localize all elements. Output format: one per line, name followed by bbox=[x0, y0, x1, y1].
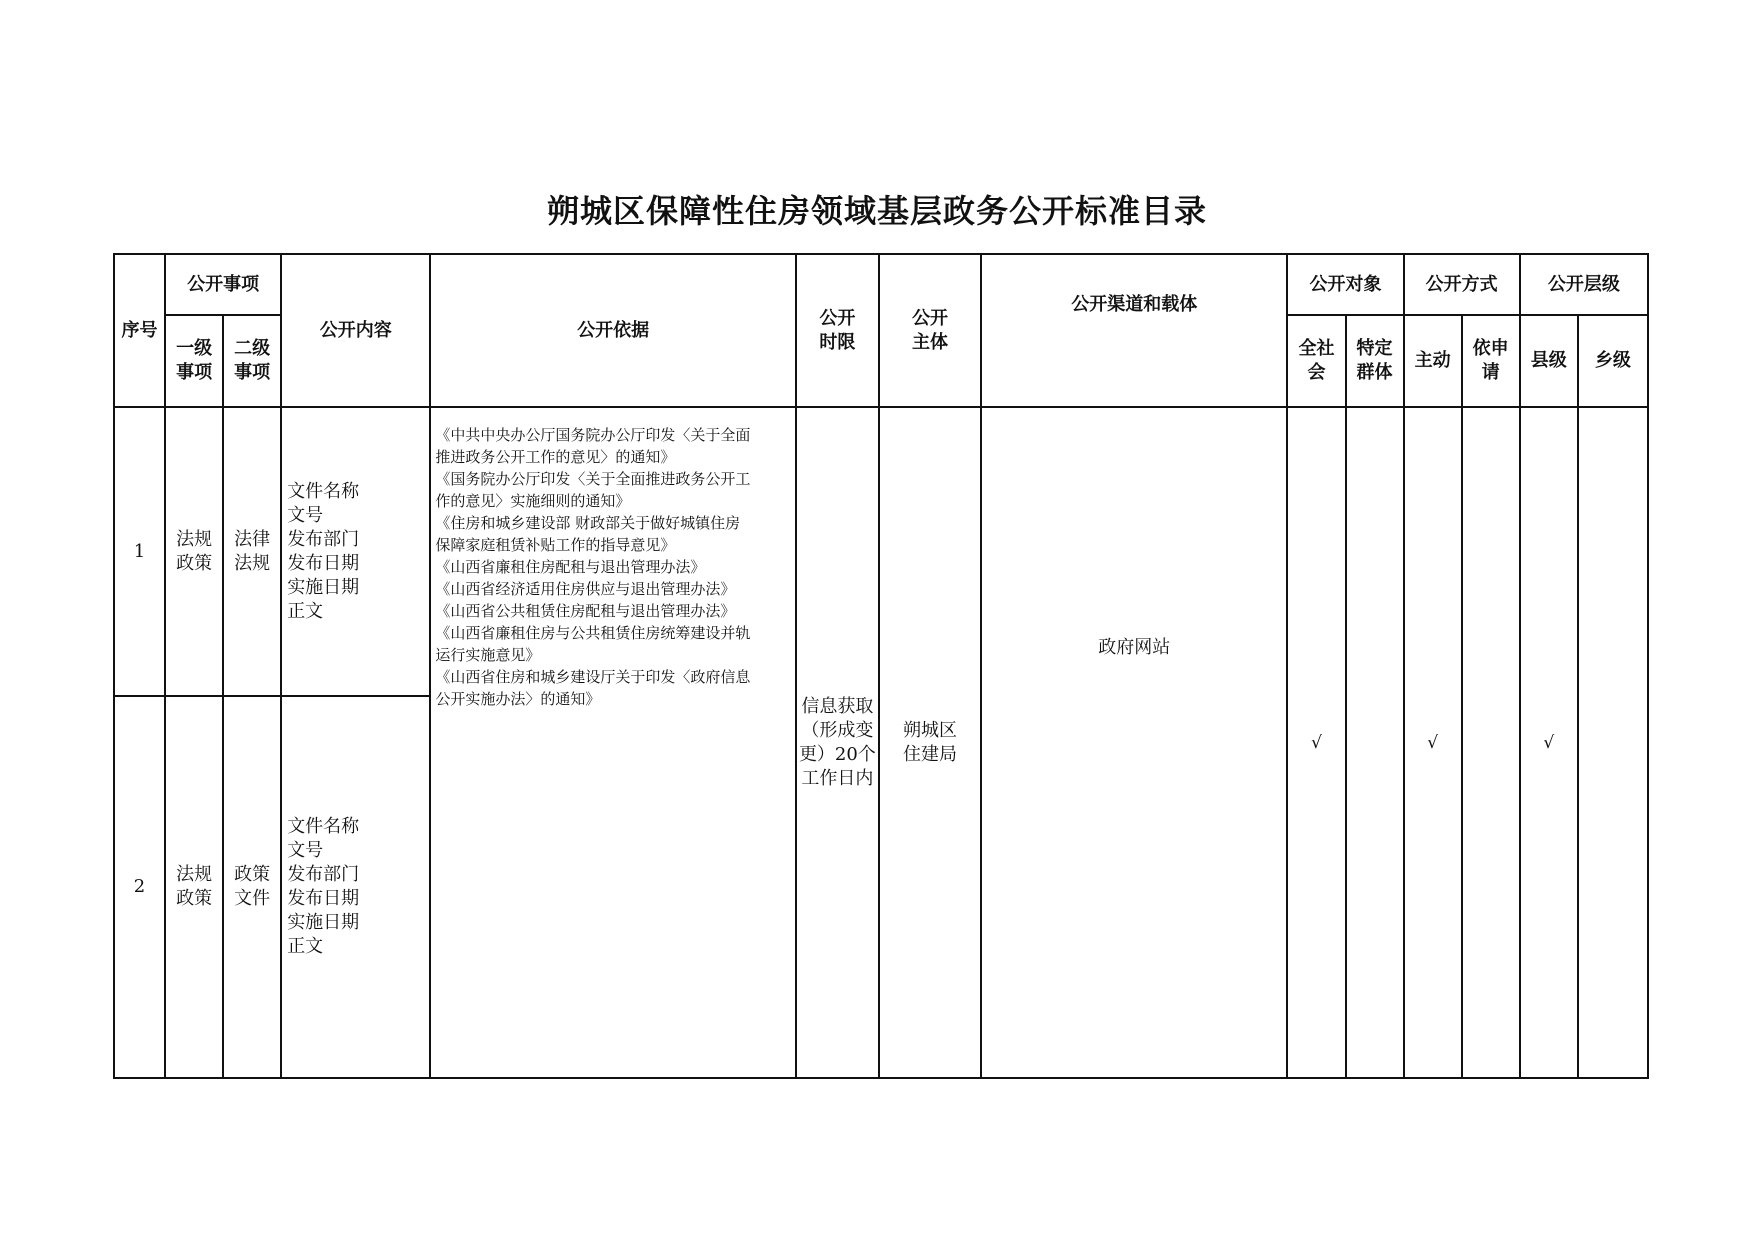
method-active-check: √ bbox=[1404, 407, 1462, 1078]
row-level1: 法规 政策 bbox=[165, 696, 223, 1078]
target-all-check: √ bbox=[1287, 407, 1345, 1078]
header-content: 公开内容 bbox=[281, 254, 430, 407]
row-seq: 2 bbox=[114, 696, 165, 1078]
channel-cell: 政府网站 bbox=[981, 407, 1287, 1078]
header-target-all: 全社 会 bbox=[1287, 315, 1345, 407]
header-row-top bbox=[114, 254, 1648, 315]
header-method-apply: 依申 请 bbox=[1462, 315, 1520, 407]
header-level2: 二级 事项 bbox=[223, 315, 281, 407]
method-apply-check bbox=[1462, 407, 1520, 1078]
time-limit-cell: 信息获取 （形成变 更）20个 工作日内 bbox=[796, 407, 879, 1078]
header-method-active: 主动 bbox=[1404, 315, 1462, 407]
row-content: 文件名称 文号 发布部门 发布日期 实施日期 正文 bbox=[281, 407, 430, 696]
level-township-check bbox=[1578, 407, 1648, 1078]
header-level-group: 公开层级 bbox=[1520, 254, 1648, 315]
row-content: 文件名称 文号 发布部门 发布日期 实施日期 正文 bbox=[281, 696, 430, 1078]
table-row bbox=[114, 407, 1648, 696]
row-level2: 法律 法规 bbox=[223, 407, 281, 696]
header-target-specific: 特定 群体 bbox=[1346, 315, 1404, 407]
header-item-group: 公开事项 bbox=[165, 254, 281, 315]
page-title: 朔城区保障性住房领域基层政务公开标准目录 bbox=[546, 192, 1207, 230]
header-seq: 序号 bbox=[114, 254, 165, 407]
header-target-group: 公开对象 bbox=[1287, 254, 1403, 315]
catalog-table bbox=[113, 253, 1649, 1079]
header-level1: 一级 事项 bbox=[165, 315, 223, 407]
level-county-check: √ bbox=[1520, 407, 1578, 1078]
header-level-township: 乡级 bbox=[1578, 315, 1648, 407]
row-level2: 政策 文件 bbox=[223, 696, 281, 1078]
header-basis: 公开依据 bbox=[430, 254, 795, 407]
header-method-group: 公开方式 bbox=[1404, 254, 1520, 315]
header-subject: 公开 主体 bbox=[879, 254, 981, 407]
header-level-county: 县级 bbox=[1520, 315, 1578, 407]
header-channel: 公开渠道和载体 bbox=[981, 254, 1287, 407]
target-specific-check bbox=[1346, 407, 1404, 1078]
row-seq: 1 bbox=[114, 407, 165, 696]
row-level1: 法规 政策 bbox=[165, 407, 223, 696]
subject-cell: 朔城区 住建局 bbox=[879, 407, 981, 1078]
basis-cell: 《中共中央办公厅国务院办公厅印发〈关于全面 推进政务公开工作的意见〉的通知》 《国务院办公厅印发〈关于全面推进政务公开工 作的意见〉实施细则的通知》 《住房和城乡建设部 财政部关于做好城镇住房 保障家庭租赁补贴工作的指导意见》 《山西省廉租住房配租与退出管理办法》 《山西省经济适用住房供应与退出管理办法》 《山西省公共租赁住房配租与退出管理办法》 《山西省廉租住房与公共租赁住房统筹建设并轨 运行实施意见》 《山西省住房和城乡建设厅关于印发〈政府信息 公开实施办法〉的通知》 bbox=[430, 407, 795, 1078]
header-time-limit: 公开 时限 bbox=[796, 254, 879, 407]
